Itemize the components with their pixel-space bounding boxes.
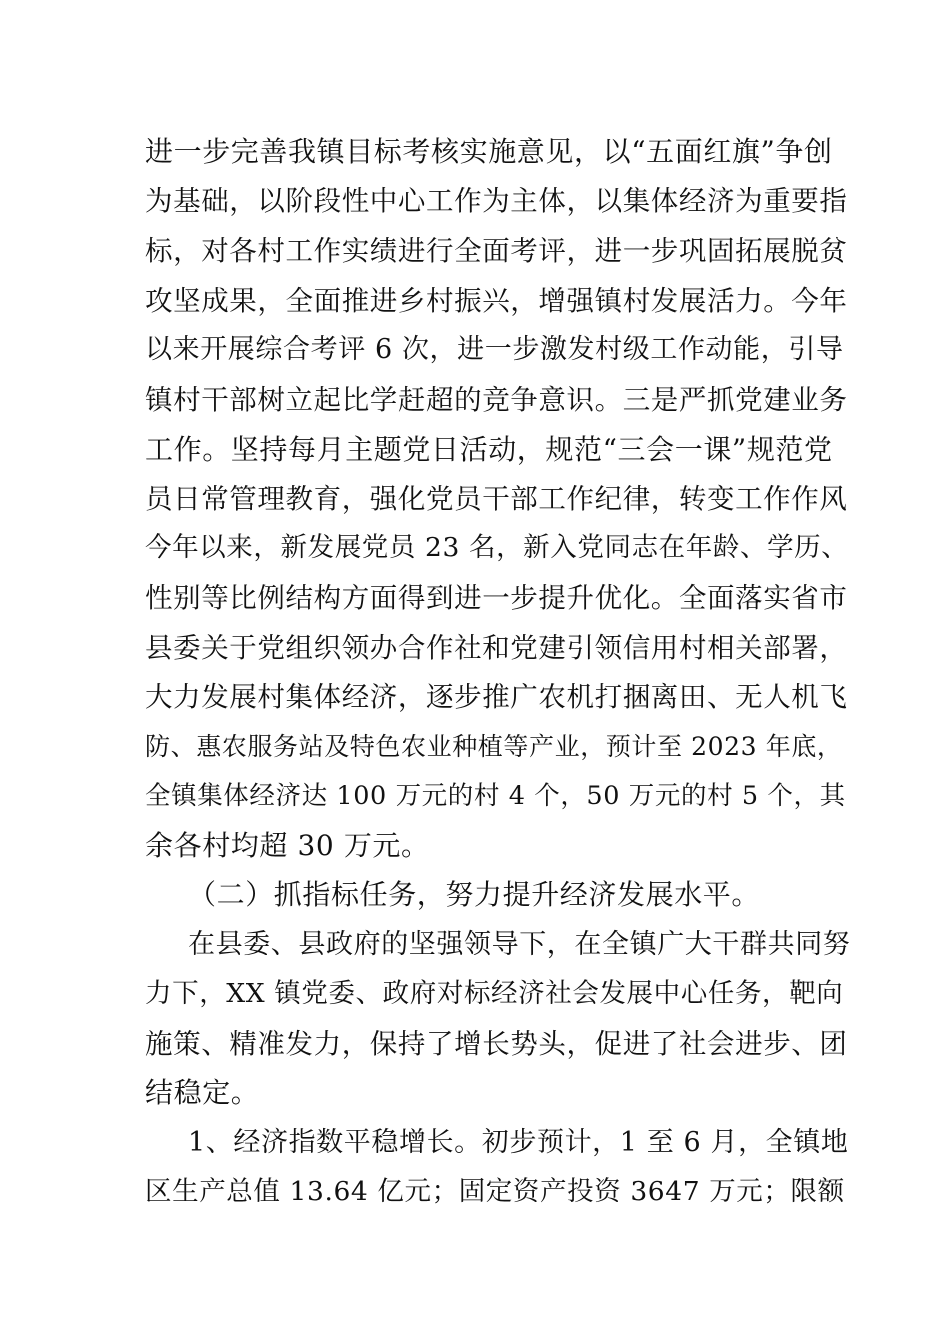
paragraph-line-10: 性别等比例结构方面得到进一步提升优化。全面落实省市 xyxy=(145,582,848,614)
paragraph-line-4: 攻坚成果，全面推进乡村振兴，增强镇村发展活力。今年 xyxy=(145,285,848,317)
paragraph-line-17: 在县委、县政府的坚强领导下，在全镇广大干群共同努 xyxy=(188,929,851,960)
paragraph-line-11: 县委关于党组织领办合作社和党建引领信用村相关部署， xyxy=(145,632,848,664)
paragraph-line-21: 1、经济指数平稳增长。初步预计，1 至 6 月，全镇地 xyxy=(188,1127,849,1158)
paragraph-line-7: 工作。坚持每月主题党日活动，规范“三会一课”规范党 xyxy=(145,433,833,466)
paragraph-line-13: 防、惠农服务站及特色农业种植等产业，预计至 2023 年底， xyxy=(145,732,843,761)
paragraph-line-15: 余各村均超 30 万元。 xyxy=(145,829,430,862)
paragraph-line-5: 以来开展综合考评 6 次，进一步激发村级工作动能，引导 xyxy=(145,334,844,365)
paragraph-line-22: 区生产总值 13.64 亿元；固定资产投资 3647 万元；限额 xyxy=(145,1176,845,1207)
paragraph-line-1: 进一步完善我镇目标考核实施意见，以“五面红旗”争创 xyxy=(145,135,833,168)
paragraph-line-9: 今年以来，新发展党员 23 名，新入党同志在年龄、学历、 xyxy=(145,532,849,563)
paragraph-line-12: 大力发展村集体经济，逐步推广农机打捆离田、无人机飞 xyxy=(145,681,848,713)
paragraph-line-20: 结稳定。 xyxy=(145,1076,260,1109)
paragraph-line-8: 员日常管理教育，强化党员干部工作纪律，转变工作作风 xyxy=(145,483,848,515)
paragraph-line-2: 为基础，以阶段性中心工作为主体，以集体经济为重要指 xyxy=(145,185,848,217)
section-heading-2: （二）抓指标任务，努力提升经济发展水平。 xyxy=(188,878,761,911)
paragraph-line-14: 全镇集体经济达 100 万元的村 4 个，50 万元的村 5 个，其 xyxy=(145,781,846,811)
paragraph-line-6: 镇村干部树立起比学赶超的竞争意识。三是严抓党建业务 xyxy=(145,384,848,416)
paragraph-line-3: 标，对各村工作实绩进行全面考评，进一步巩固拓展脱贫 xyxy=(145,235,848,267)
paragraph-line-18: 力下，XX 镇党委、政府对标经济社会发展中心任务，靶向 xyxy=(145,978,844,1009)
paragraph-line-19: 施策、精准发力，保持了增长势头，促进了社会进步、团 xyxy=(145,1028,848,1060)
